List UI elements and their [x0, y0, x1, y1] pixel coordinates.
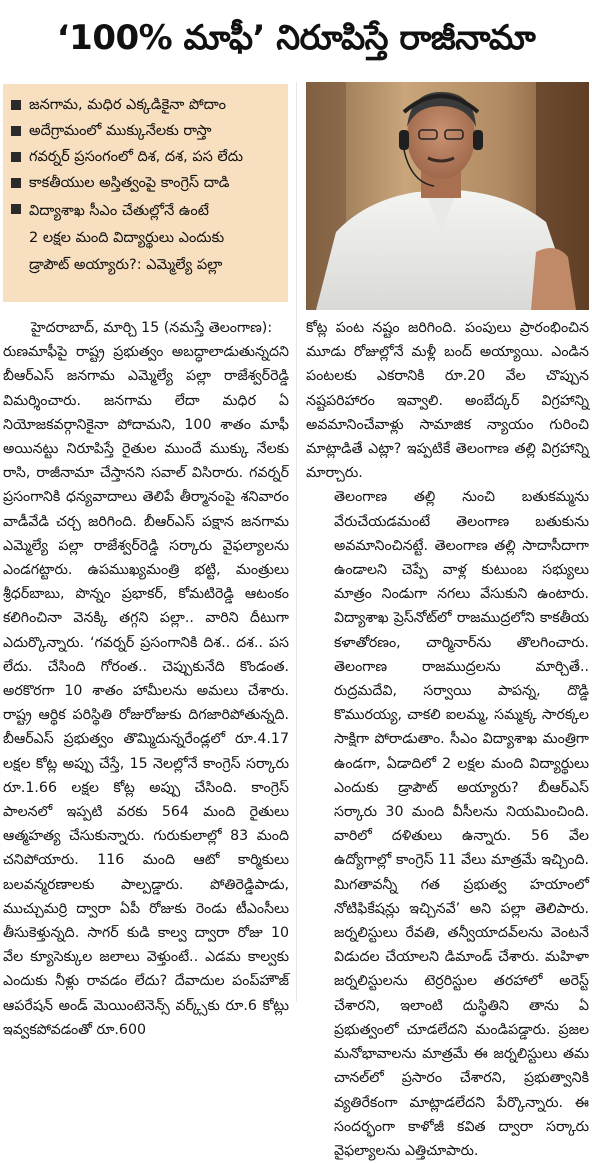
speaker-photo	[306, 82, 589, 310]
highlight-item	[11, 198, 280, 279]
highlight-item	[11, 172, 280, 195]
square-bullet-icon	[11, 152, 21, 162]
square-bullet-icon	[11, 126, 21, 136]
square-bullet-icon	[11, 204, 21, 214]
article-body	[0, 316, 592, 1159]
highlight-text: అదేగ్రామంలో ముక్కునేలకు రాస్తా	[29, 123, 212, 139]
highlight-text: కాకతీయుల అస్తిత్వంపై కాంగ్రెస్ దాడి	[29, 175, 230, 191]
highlight-text: విద్యాశాఖ సీఎం చేతుల్లోనే ఉంటే 2 లక్షల మంది విద్యార్థులు ఎందుకు డ్రాపౌట్ అయ్యారు?: ఎమ్మెల్యే పల్లా	[29, 203, 225, 273]
dateline: హైదరాబాద్, మార్చి 15 (నమస్తే తెలంగాణ):	[31, 320, 273, 336]
highlight-item	[11, 146, 280, 169]
highlights-box	[3, 84, 288, 302]
highlight-item	[11, 120, 280, 143]
headline: ‘100% మాఫీ’ నిరూపిస్తే రాజీనామా	[56, 18, 536, 58]
article-column-right	[306, 316, 589, 1159]
article-paragraph: రుణమాఫీపై రాష్ట్ర ప్రభుత్వం అబద్ధాలాడుతున్నదని బీఆర్‌ఎస్ జనగామ ఎమ్మెల్యే పల్లా రాజేశ్వర్‌రెడ్డి విమర్శించారు. జనగామ లేదా మధిర ఏ నియోజకవర్గానికైనా పోదామని, 100 శాతం మాఫీ అయినట్టు నిరూపిస్తే రైతుల ముందే ముక్కు నేలకు రాసి, రాజీనామా చేస్తానని సవాల్ విసిరారు. గవర్నర్ ప్రసంగానికి ధన్యవాదాలు తెలిపే తీర్మానంపై శనివారం వాడీవేడి చర్చ జరిగింది. బీఆర్‌ఎస్ పక్షాన జనగామ ఎమ్మెల్యే పల్లా రాజేశ్వర్‌రెడ్డి సర్కారు వైఫల్యాలను ఎండగట్టారు. ఉపముఖ్యమంత్రి భట్టి, మంత్రులు శ్రీధర్‌బాబు, పొన్నం ప్రభాకర్, కోమటిరెడ్డి ఆటంకం కలిగించినా వెనక్కి తగ్గని పల్లా.. వారిని దీటుగా ఎదుర్కొన్నారు. ‘గవర్నర్ ప్రసంగానికి దిశ.. దశ.. పస లేదు. చేసింది గోరంత.. చెప్పుకునేది కొండంత. అరకొరగా 10 శాతం హామీలను అమలు చేశారు. రాష్ట్ర ఆర్థిక పరిస్థితి రోజురోజుకు దిగజారిపోతున్నది. బీఆర్‌ఎస్ ప్రభుత్వం తొమ్మిదున్నరేండ్లలో రూ.4.17 లక్షల కోట్ల అప్పు చేస్తే, 15 నెలల్లోనే కాంగ్రెస్ సర్కారు రూ.1.66 లక్షల కోట్ల అప్పు చేసింది. కాంగ్రెస్ పాలనలో ఇప్పటి వరకు 564 మంది రైతులు ఆత్మహత్య చేసుకున్నారు. గురుకులాల్లో 83 మంది చనిపోయారు. 116 మంది ఆటో కార్మికులు బలవన్మరణాలకు పాల్పడ్డారు. పోతిరెడ్డిపాడు, ముచ్చుమర్రి ద్వారా ఏపీ రోజుకు రెండు టీఎంసీలు తీసుకెళ్తున్నది. సాగర్ కుడి కాల్వ ద్వారా రోజు 10 వేల క్యూసెక్కుల జలాలు వెళ్తుంటే.. ఎడమ కాల్వకు ఎందుకు నీళ్లు రావడం లేదు? దేవాదుల పంప్‌హౌజ్ ఆపరేషన్ అండ్ మెయింటెనెన్స్ వర్క్స్‌కు రూ.6 కోట్లు ఇవ్వకపోవడంతో రూ.600	[3, 344, 289, 1038]
highlight-text: జనగామ, మధిర ఎక్కడికైనా పోదాం	[29, 97, 226, 113]
highlight-text: గవర్నర్ ప్రసంగంలో దిశ, దశ, పస లేదు	[29, 149, 243, 165]
article-column-left	[3, 316, 289, 1038]
square-bullet-icon	[11, 100, 21, 110]
square-bullet-icon	[11, 178, 21, 188]
highlight-item	[11, 94, 280, 117]
article-paragraph: కోట్ల పంట నష్టం జరిగింది. పంపులు ప్రారంభించిన మూడు రోజుల్లోనే మళ్లీ బంద్ అయ్యాయి. ఎండిన పంటలకు ఎకరానికి రూ.20 వేల చొప్పున నష్టపరిహారం ఇవ్వాలి. అంబేద్కర్ విగ్రహాన్ని అవమానించేవాళ్లు సామాజిక న్యాయం గురించి మాట్లాడితే ఎట్లా? ఇప్పటికే తెలంగాణ తల్లి విగ్రహాన్ని మార్చారు.	[306, 320, 589, 482]
article-paragraph: తెలంగాణ తల్లి నుంచి బతుకమ్మను వేరుచేయడమంటే తెలంగాణ బతుకును అవమానించినట్టే. తెలంగాణ తల్లి సాదాసీదాగా ఉండాలని చెప్పే వాళ్ల కుటుంబ సభ్యులు మాత్రం నిండుగా నగలు వేసుకుని ఉంటారు. విద్యాశాఖ ప్రెస్‌నోట్‌లో రాజముద్రలోని కాకతీయ కళాతోరణం, చార్మినార్‌ను తొలగించారు. తెలంగాణ రాజముద్రలను మార్చితే.. రుద్రమదేవి, సర్వాయి పాపన్న, దొడ్డి కొమురయ్య, చాకలి ఐలమ్మ, సమ్మక్క సారక్కల సాక్షిగా పోరాడుతాం. సీఎం విద్యాశాఖ మంత్రిగా ఉండగా, ఏడాదిలో 2 లక్షల మంది విద్యార్థులు ఎందుకు డ్రాపౌట్ అయ్యారు? బీఆర్‌ఎస్ సర్కారు 30 మంది వీసీలను నియమించింది. వారిలో దళితులు ఉన్నారు. 56 వేల ఉద్యోగాల్లో కాంగ్రెస్ 11 వేలు మాత్రమే ఇచ్చింది. మిగతావన్నీ గత ప్రభుత్వ హయాంలో నోటిఫికేషన్లు ఇచ్చినవే’ అని పల్లా తెలిపారు. జర్నలిస్టులు రేవతి, తన్వీయాదవ్‌లను వెంటనే విడుదల చేయాలని డిమాండ్ చేశారు. మహిళా జర్నలిస్టులను టెర్రరిస్టుల తరహాలో అరెస్ట్ చేశారని, ఇలాంటి దుస్థితిని తాను ఏ ప్రభుత్వంలో చూడలేదని మండిపడ్డారు. ప్రజల మనోభావాలను మాత్రమే ఈ జర్నలిస్టులు తమ చానల్‌లో ప్రసారం చేశారని, ప్రభుత్వానికి వ్యతిరేకంగా మాట్లాడలేదని పేర్కొన్నారు. ఈ సందర్భంగా కాళోజీ కవిత ద్వారా సర్కారు వైఫల్యాలను ఎత్తిచూపారు.	[334, 489, 589, 1159]
highlights-list	[11, 94, 280, 279]
